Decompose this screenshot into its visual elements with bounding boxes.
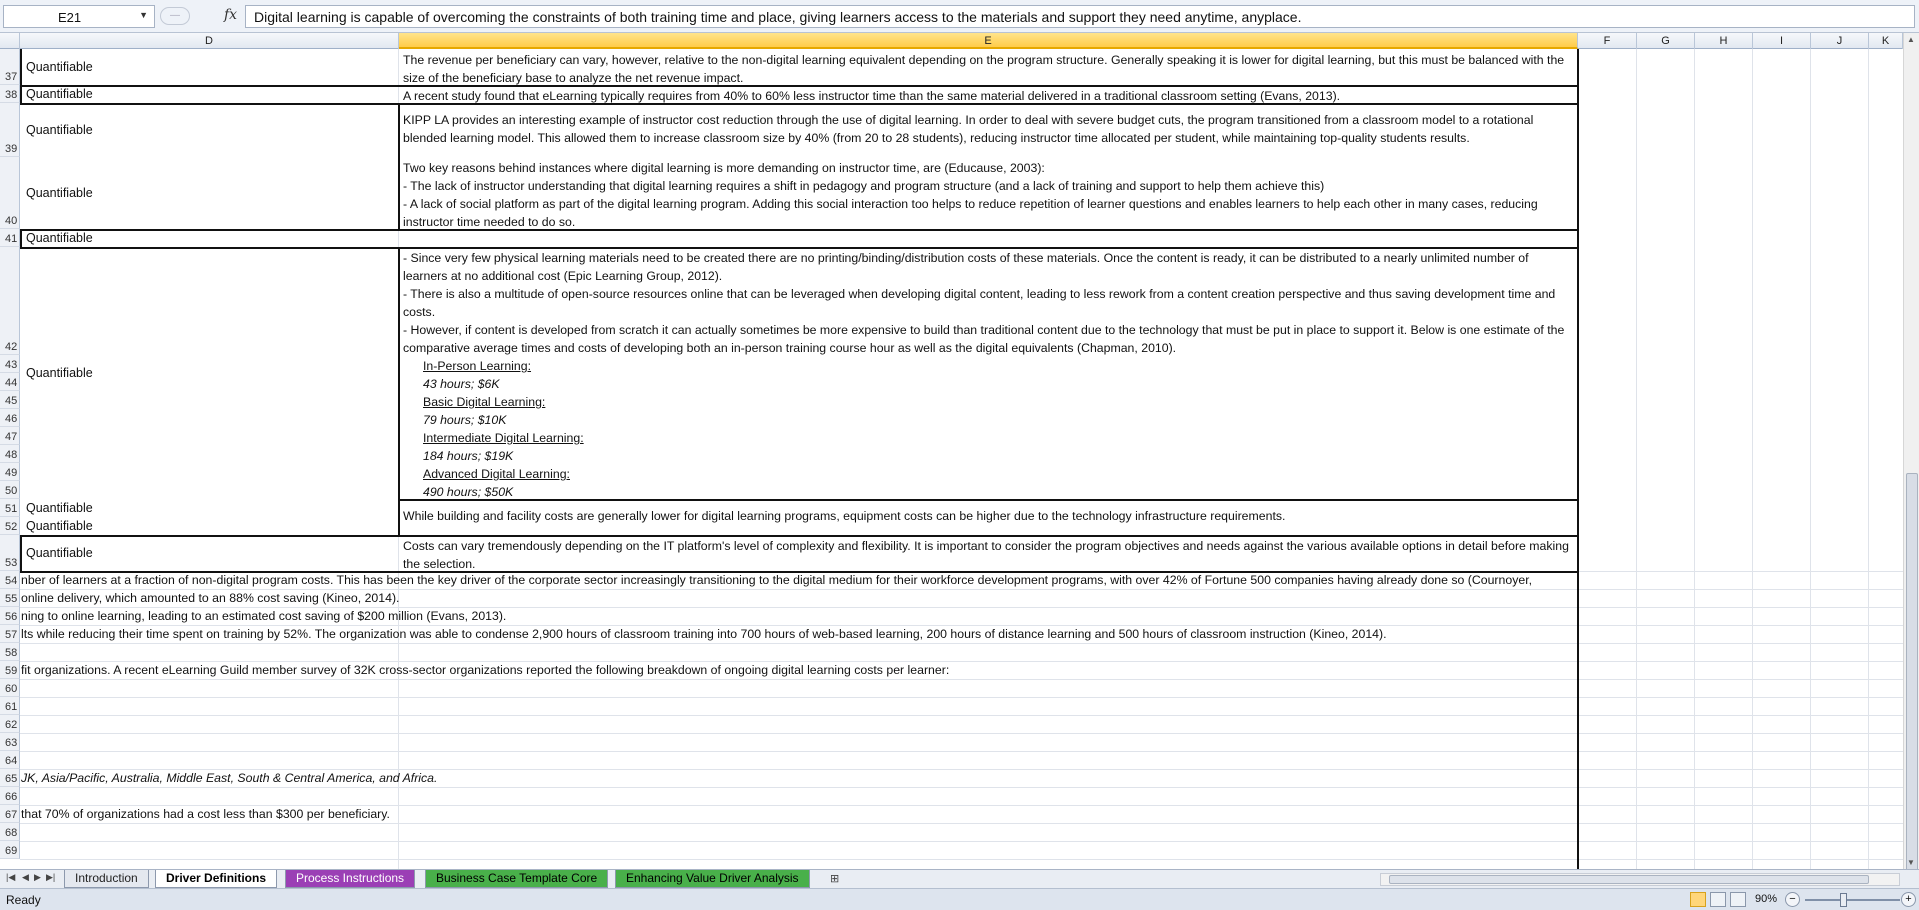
row-header[interactable] [0,697,20,715]
tab-enhancing-value-driver-analysis[interactable]: Enhancing Value Driver Analysis [615,870,810,888]
row-number: 58 [5,647,18,659]
tab-introduction[interactable]: Introduction [64,870,149,888]
cell-overflow-r59[interactable]: fit organizations. A recent eLearning Guild member survey of 32K cross-sector organizations reported the following breakdown of ongoing digital learning costs per learner: [21,663,950,677]
cell-overflow-r57[interactable]: lts while reducing their time spent on training by 52%. The organization was able to condense 2,900 hours of classroom training into 700 hours of web-based learning, 200 hours of distance learning and 500 hours of classroom instruction (Kineo, 2014). [21,627,1387,641]
gridline [1694,49,1695,869]
in-person-learning-value: 43 hours; $6K [423,377,500,391]
column-header-g[interactable]: G [1637,33,1695,49]
gridline [20,823,1903,824]
row-number: 44 [5,377,18,389]
gridline [1868,49,1869,869]
expand-formula-icon[interactable]: — [160,7,190,25]
row-header[interactable] [0,517,20,535]
cell-d52[interactable]: Quantifiable [26,519,93,533]
tab-process-instructions[interactable]: Process Instructions [285,870,415,888]
row-header[interactable] [0,373,20,391]
row-header[interactable] [0,481,20,499]
gridline [20,715,1903,716]
row-number: 51 [5,503,18,515]
vertical-scroll-thumb[interactable] [1906,473,1918,873]
next-sheet-icon[interactable]: ▶ [34,872,41,882]
zoom-in-button[interactable]: + [1901,892,1916,907]
cell-overflow-r56[interactable]: ning to online learning, leading to an estimated cost saving of $200 million (Evans, 2013). [21,609,507,623]
row-header[interactable] [0,391,20,409]
horizontal-scrollbar[interactable] [1380,873,1900,886]
cell-e42-line: - However, if content is developed from scratch it can actually sometimes be more expensive to build than traditional content due to the technology that must be put in place to support it. Below is one estimate of the comparative average times and costs of developing both an in-person training course hour as well as the digital equivalents (Chapman, 2010). [403,323,1565,355]
first-sheet-icon[interactable]: |◀ [6,872,16,882]
gridline [1752,49,1753,869]
row-header[interactable] [0,769,20,787]
name-box[interactable] [3,5,155,28]
column-header-j[interactable]: J [1811,33,1869,49]
row-number: 66 [5,791,18,803]
status-bar [0,888,1919,910]
select-all-corner[interactable] [0,33,20,49]
basic-digital-learning-value: 79 hours; $10K [423,413,507,427]
row-number: 48 [5,449,18,461]
row-number: 43 [5,359,18,371]
row-number: 54 [5,575,18,587]
column-header-e[interactable]: E [399,33,1578,49]
row-number: 69 [5,845,18,857]
cell-d51[interactable]: Quantifiable [26,501,93,515]
cell-e40-line: - The lack of instructor understanding that digital learning requires a shift in pedagogy and program structure (and a lack of training and support to help them achieve this) [403,179,1325,193]
sheet-tab-bar [0,869,1919,888]
row-header[interactable] [0,805,20,823]
row-header[interactable] [0,409,20,427]
cell-e38[interactable]: A recent study found that eLearning typically requires from 40% to 60% less instructor time than the same material delivered in a traditional classroom setting (Evans, 2013). [403,89,1341,103]
row-number: 45 [5,395,18,407]
advanced-digital-learning-label: Advanced Digital Learning: [423,467,570,481]
cell-e40-line: Two key reasons behind instances where digital learning is more demanding on instructor time, are (Educause, 2003): [403,161,1045,175]
cell-overflow-r67[interactable]: that 70% of organizations had a cost less than $300 per beneficiary. [21,807,390,821]
cell-d37[interactable]: Quantifiable [26,60,93,74]
cell-e40-line: - A lack of social platform as part of the digital learning program. Adding this social interaction too helps to reduce repetition of learner questions and enables learners to help each other in many cases, reducing instructor time needed to do so. [403,197,1538,229]
cell-e51[interactable]: While building and facility costs are generally lower for digital learning programs, equipment costs can be higher due to the technology infrastructure requirements. [403,509,1286,523]
worksheet-grid[interactable] [0,49,1903,869]
cell-e40[interactable] [399,157,1577,229]
row-number: 63 [5,737,18,749]
row-header[interactable] [0,499,20,517]
row-header[interactable] [0,247,20,355]
row-number: 50 [5,485,18,497]
row-number: 57 [5,629,18,641]
row-header[interactable] [0,661,20,679]
cell-d38[interactable]: Quantifiable [26,87,93,101]
gridline [20,697,1903,698]
status-text: Ready [6,893,41,907]
row-number: 40 [5,215,18,227]
gridline [20,679,1903,680]
prev-sheet-icon[interactable]: ◀ [22,872,29,882]
row-header[interactable] [0,157,20,229]
gridline [20,733,1903,734]
gridline [20,859,1903,860]
intermediate-digital-learning-value: 184 hours; $19K [423,449,514,463]
cell-e42[interactable] [399,247,1577,499]
column-header-i[interactable]: I [1753,33,1811,49]
name-box-value: E21 [58,10,82,25]
row-number: 42 [5,341,18,353]
row-header[interactable] [0,787,20,805]
row-header[interactable] [0,85,20,103]
cell-d40[interactable]: Quantifiable [26,186,93,200]
row-header[interactable] [0,751,20,769]
advanced-digital-learning-value: 490 hours; $50K [423,485,514,499]
row-header[interactable] [0,427,20,445]
row-header[interactable] [0,715,20,733]
row-header[interactable] [0,625,20,643]
row-number: 59 [5,665,18,677]
row-header[interactable] [0,823,20,841]
gridline [1577,49,1578,869]
gridline [20,787,1903,788]
formula-input[interactable]: Digital learning is capable of overcoming the constraints of both training time and place, giving learners access to the materials and support they need anytime, anyplace. [245,5,1915,28]
cell-overflow-r54[interactable]: nber of learners at a fraction of non-digital program costs. This has been the key driver of the corporate sector increasingly transitioning to the digital medium for their workforce development programs, with over 42% of Fortune 500 companies having already done so (Cournoyer, [21,573,1533,587]
row-number: 62 [5,719,18,731]
row-header[interactable] [0,643,20,661]
horizontal-scroll-thumb[interactable] [1389,875,1869,884]
row-number: 37 [5,71,18,83]
cell-e42-line: - There is also a multitude of open-source resources online that can be leveraged when developing digital content, leading to less rework from a content creation perspective and thus saving development time and costs. [403,287,1556,319]
row-header[interactable] [0,463,20,481]
row-number: 64 [5,755,18,767]
page-layout-view-button[interactable] [1710,892,1726,907]
cell-overflow-r65[interactable]: JK, Asia/Pacific, Australia, Middle East, South & Central America, and Africa. [21,771,438,785]
intermediate-digital-learning-label: Intermediate Digital Learning: [423,431,584,445]
tab-driver-definitions[interactable]: Driver Definitions [155,870,277,888]
scroll-up-icon[interactable]: ▲ [1907,35,1915,44]
row-number: 38 [5,89,18,101]
row-header[interactable] [0,733,20,751]
row-number: 53 [5,557,18,569]
page-break-view-button[interactable] [1730,892,1746,907]
cell-overflow-r55[interactable]: online delivery, which amounted to an 88% cost saving (Kineo, 2014). [21,591,400,605]
row-number: 61 [5,701,18,713]
zoom-level[interactable]: 90% [1755,893,1778,905]
vertical-scrollbar[interactable] [1903,33,1919,869]
gridline [20,643,1903,644]
row-number: 65 [5,773,18,785]
column-header-h[interactable]: H [1695,33,1753,49]
row-number: 41 [5,233,18,245]
gridline [1636,49,1637,869]
row-header[interactable] [0,607,20,625]
row-number: 47 [5,431,18,443]
row-header[interactable] [0,535,20,571]
gridline [1810,49,1811,869]
cell-e42-line: - Since very few physical learning materials need to be created there are no printing/binding/distribution costs of these materials. Once the content is ready, it can be distributed to a nearly unlimited number of learners at no additional cost (Epic Learning Group, 2012). [403,251,1529,283]
cell-d39[interactable]: Quantifiable [26,123,93,137]
row-number: 55 [5,593,18,605]
gridline [20,841,1903,842]
row-number: 46 [5,413,18,425]
row-header[interactable] [0,679,20,697]
row-header[interactable] [0,103,20,157]
row-number: 49 [5,467,18,479]
column-header-f[interactable]: F [1578,33,1637,49]
gridline [20,751,1903,752]
column-header-d[interactable]: D [20,33,399,49]
insert-sheet-icon[interactable]: ⊞ [830,873,840,885]
row-header[interactable] [0,445,20,463]
cell-e39[interactable]: KIPP LA provides an interesting example of instructor cost reduction through the use of digital learning. In order to deal with severe budget cuts, the program transitioned from a classroom model to a rotational blended learning model. This allowed them to increase classroom size by 40% (from 20 to 28 students), reducing instructor time allocated per student, while maintaining top-quality students results. [403,113,1534,145]
column-header-k[interactable]: K [1869,33,1903,49]
formula-bar [0,0,1919,33]
row-number: 68 [5,827,18,839]
row-number: 67 [5,809,18,821]
row-header[interactable] [0,571,20,589]
insert-function-icon[interactable]: fx [224,7,238,23]
cell-d42[interactable]: Quantifiable [26,366,93,380]
cell-e37[interactable]: The revenue per beneficiary can vary, however, relative to the non-digital learning equivalent depending on the program structure. Generally speaking it is lower for digital learning, but this must be balanced with the size of the beneficiary base to analyze the net revenue impact. [403,53,1565,85]
cell-d53[interactable]: Quantifiable [26,546,93,560]
zoom-slider-thumb[interactable] [1840,893,1847,907]
basic-digital-learning-label: Basic Digital Learning: [423,395,546,409]
chevron-down-icon[interactable]: ▼ [139,10,148,20]
row-header[interactable] [0,355,20,373]
row-number: 39 [5,143,18,155]
cell-e53[interactable]: Costs can vary tremendously depending on the IT platform's level of complexity and flexibility. It is important to consider the program objectives and needs against the various available options in detail before making the selection. [403,539,1569,571]
scroll-down-icon[interactable]: ▼ [1907,858,1915,867]
normal-view-button[interactable] [1690,892,1706,907]
row-header[interactable] [0,49,20,85]
column-headers [0,33,1919,49]
row-header[interactable] [0,589,20,607]
tab-business-case-template-core[interactable]: Business Case Template Core [425,870,608,888]
cell-d41[interactable]: Quantifiable [26,231,93,245]
last-sheet-icon[interactable]: ▶| [46,872,56,882]
row-number: 56 [5,611,18,623]
zoom-slider-track[interactable] [1805,899,1900,901]
row-header[interactable] [0,841,20,859]
row-header[interactable] [0,229,20,247]
row-number: 60 [5,683,18,695]
row-number: 52 [5,521,18,533]
in-person-learning-label: In-Person Learning: [423,359,532,373]
zoom-out-button[interactable]: − [1785,892,1800,907]
